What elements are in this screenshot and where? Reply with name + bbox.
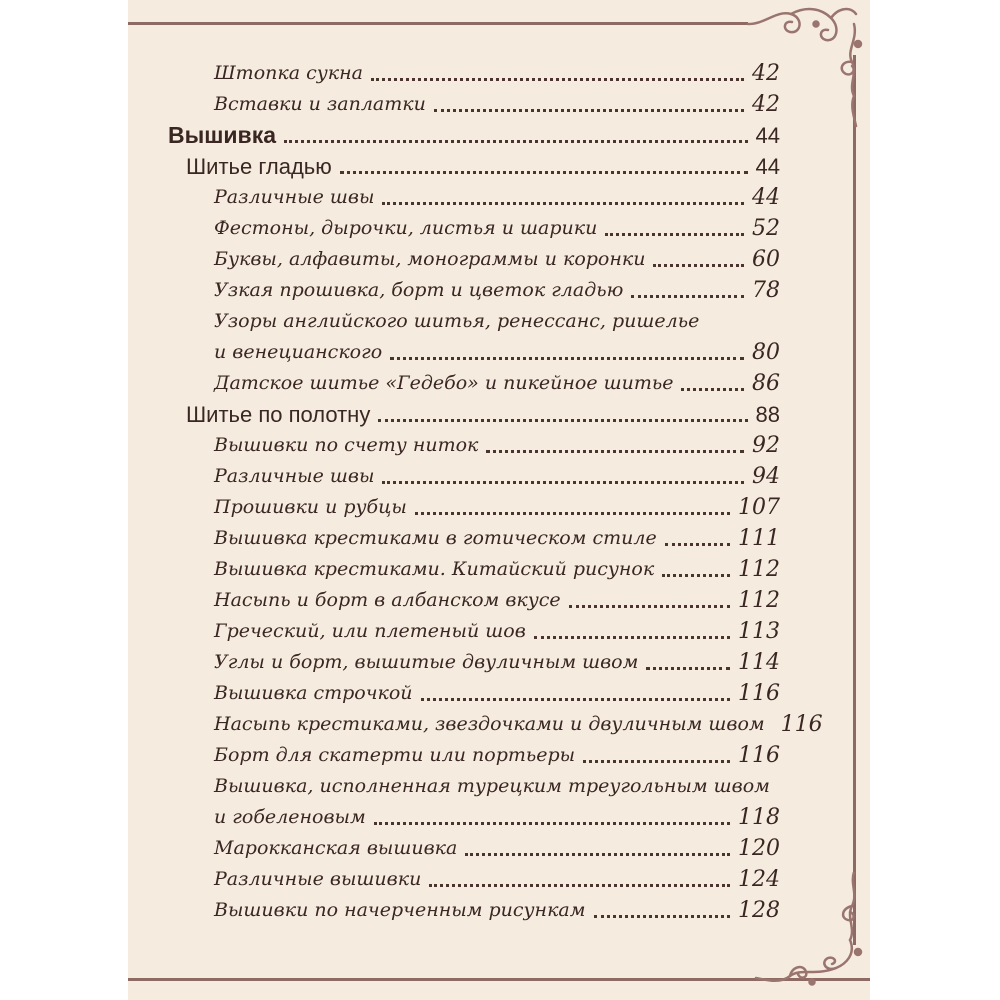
toc-entry-title-line: Узоры английского шитья, ренессанс, ришелье bbox=[214, 310, 700, 332]
toc-section[interactable] bbox=[168, 151, 780, 182]
dot-leader bbox=[374, 822, 730, 825]
toc-entry[interactable] bbox=[168, 58, 780, 89]
toc-page-number: 52 bbox=[752, 216, 780, 241]
dot-leader bbox=[594, 915, 730, 918]
toc-entry-title: Насыпь и борт в албанском вкусе bbox=[214, 589, 561, 611]
toc-page-number: 44 bbox=[755, 123, 780, 148]
toc-entry-title: Вышивка bbox=[168, 122, 277, 148]
toc-entry[interactable] bbox=[168, 740, 780, 771]
toc-page-number: 42 bbox=[752, 92, 780, 117]
toc-page-number: 118 bbox=[738, 805, 780, 830]
toc-entry-title: Вышивка крестиками. Китайский рисунок bbox=[214, 558, 655, 580]
toc-page-number: 124 bbox=[738, 867, 780, 892]
toc-page-number: 44 bbox=[755, 154, 780, 179]
toc-entry[interactable] bbox=[168, 182, 780, 213]
toc-page-number: 107 bbox=[738, 495, 780, 520]
toc-entry[interactable] bbox=[168, 678, 780, 709]
book-page bbox=[128, 0, 870, 1000]
toc-page-number: 94 bbox=[752, 464, 780, 489]
dot-leader bbox=[681, 388, 744, 391]
dot-leader bbox=[486, 450, 744, 453]
toc-entry-title: Шитье гладью bbox=[186, 154, 332, 179]
toc-entry-title: и гобеленовым bbox=[214, 806, 366, 828]
toc-entry[interactable] bbox=[168, 895, 780, 926]
toc-page-number: 116 bbox=[738, 743, 780, 768]
toc-entry[interactable] bbox=[168, 275, 780, 306]
toc-page-number: 92 bbox=[752, 433, 780, 458]
toc-entry[interactable] bbox=[168, 492, 780, 523]
toc-page-number: 80 bbox=[752, 340, 780, 365]
toc-page-number: 86 bbox=[752, 371, 780, 396]
toc-entry-title: Вышивки по счету ниток bbox=[214, 434, 479, 456]
toc-entry[interactable] bbox=[168, 430, 780, 461]
toc-entry[interactable] bbox=[168, 554, 780, 585]
dot-leader bbox=[665, 543, 730, 546]
toc-entry-title: Вышивка строчкой bbox=[214, 682, 413, 704]
toc-page-number: 78 bbox=[752, 278, 780, 303]
dot-leader bbox=[415, 512, 730, 515]
toc-entry-title: Различные швы bbox=[214, 465, 375, 487]
dot-leader bbox=[662, 574, 730, 577]
toc-entry-title: Марокканская вышивка bbox=[214, 837, 458, 859]
toc-entry-title: Насыпь крестиками, звездочками и двуличным швом bbox=[214, 713, 765, 735]
toc-section[interactable] bbox=[168, 399, 780, 430]
dot-leader bbox=[569, 605, 730, 608]
toc-entry[interactable] bbox=[168, 864, 780, 895]
toc-entry[interactable] bbox=[168, 368, 780, 399]
toc-entry-title: Греческий, или плетеный шов bbox=[214, 620, 526, 642]
toc-entry-title: Фестоны, дырочки, листья и шарики bbox=[214, 217, 598, 239]
frame-line-top bbox=[128, 22, 748, 25]
toc-entry[interactable] bbox=[168, 647, 780, 678]
toc-entry-title: Узкая прошивка, борт и цветок гладью bbox=[214, 279, 624, 301]
dot-leader bbox=[421, 698, 730, 701]
table-of-contents bbox=[168, 58, 823, 926]
dot-leader bbox=[390, 357, 744, 360]
dot-leader bbox=[378, 419, 747, 422]
toc-page-number: 114 bbox=[738, 650, 780, 675]
dot-leader bbox=[631, 295, 744, 298]
toc-entry-title: Датское шитье «Гедебо» и пикейное шитье bbox=[214, 372, 674, 394]
toc-entry[interactable] bbox=[168, 89, 780, 120]
dot-leader bbox=[382, 481, 744, 484]
toc-entry-title: Вышивка крестиками в готическом стиле bbox=[214, 527, 657, 549]
toc-entry-title: Углы и борт, вышитые двуличным швом bbox=[214, 651, 639, 673]
toc-entry[interactable] bbox=[168, 585, 780, 616]
toc-page-number: 60 bbox=[752, 247, 780, 272]
toc-page-number: 42 bbox=[752, 61, 780, 86]
dot-leader bbox=[646, 667, 730, 670]
toc-entry-title: Шитье по полотну bbox=[186, 402, 371, 427]
toc-entry-title: Буквы, алфавиты, монограммы и коронки bbox=[214, 248, 646, 270]
dot-leader bbox=[583, 760, 730, 763]
dot-leader bbox=[340, 171, 748, 174]
dot-leader bbox=[534, 636, 730, 639]
toc-entry[interactable] bbox=[168, 461, 780, 492]
toc-entry[interactable] bbox=[168, 213, 780, 244]
toc-page-number: 128 bbox=[738, 898, 780, 923]
toc-entry[interactable] bbox=[168, 802, 780, 833]
dot-leader bbox=[371, 78, 744, 81]
toc-entry-title: Различные швы bbox=[214, 186, 375, 208]
toc-page-number: 88 bbox=[755, 402, 780, 427]
toc-entry-title: Вышивки по начерченным рисункам bbox=[214, 899, 586, 921]
toc-page-number: 116 bbox=[780, 712, 823, 737]
toc-entry-title: Вставки и заплатки bbox=[214, 93, 426, 115]
frame-line-right bbox=[853, 55, 856, 945]
toc-entry-title: и венецианского bbox=[214, 341, 383, 363]
toc-page-number: 120 bbox=[738, 836, 780, 861]
dot-leader bbox=[434, 109, 744, 112]
dot-leader bbox=[429, 884, 730, 887]
toc-entry[interactable] bbox=[168, 337, 780, 368]
toc-page-number: 44 bbox=[752, 185, 780, 210]
dot-leader bbox=[605, 233, 744, 236]
toc-entry-title: Штопка сукна bbox=[214, 62, 363, 84]
dot-leader bbox=[382, 202, 744, 205]
toc-page-number: 116 bbox=[738, 681, 780, 706]
toc-page-number: 112 bbox=[738, 588, 780, 613]
dot-leader bbox=[653, 264, 744, 267]
toc-page-number: 111 bbox=[738, 526, 780, 551]
toc-page-number: 112 bbox=[738, 557, 780, 582]
toc-entry-title-line: Вышивка, исполненная турецким треугольным швом bbox=[214, 775, 770, 797]
toc-entry-title: Борт для скатерти или портьеры bbox=[214, 744, 576, 766]
toc-entry-title: Различные вышивки bbox=[214, 868, 422, 890]
toc-chapter[interactable] bbox=[168, 120, 780, 151]
toc-entry[interactable] bbox=[168, 709, 823, 740]
toc-entry[interactable] bbox=[168, 244, 780, 275]
toc-entry[interactable] bbox=[168, 616, 780, 647]
toc-entry[interactable] bbox=[168, 523, 780, 554]
dot-leader bbox=[465, 853, 730, 856]
toc-entry[interactable] bbox=[168, 833, 780, 864]
dot-leader bbox=[284, 140, 748, 143]
toc-page-number: 113 bbox=[738, 619, 780, 644]
toc-entry-title: Прошивки и рубцы bbox=[214, 496, 407, 518]
